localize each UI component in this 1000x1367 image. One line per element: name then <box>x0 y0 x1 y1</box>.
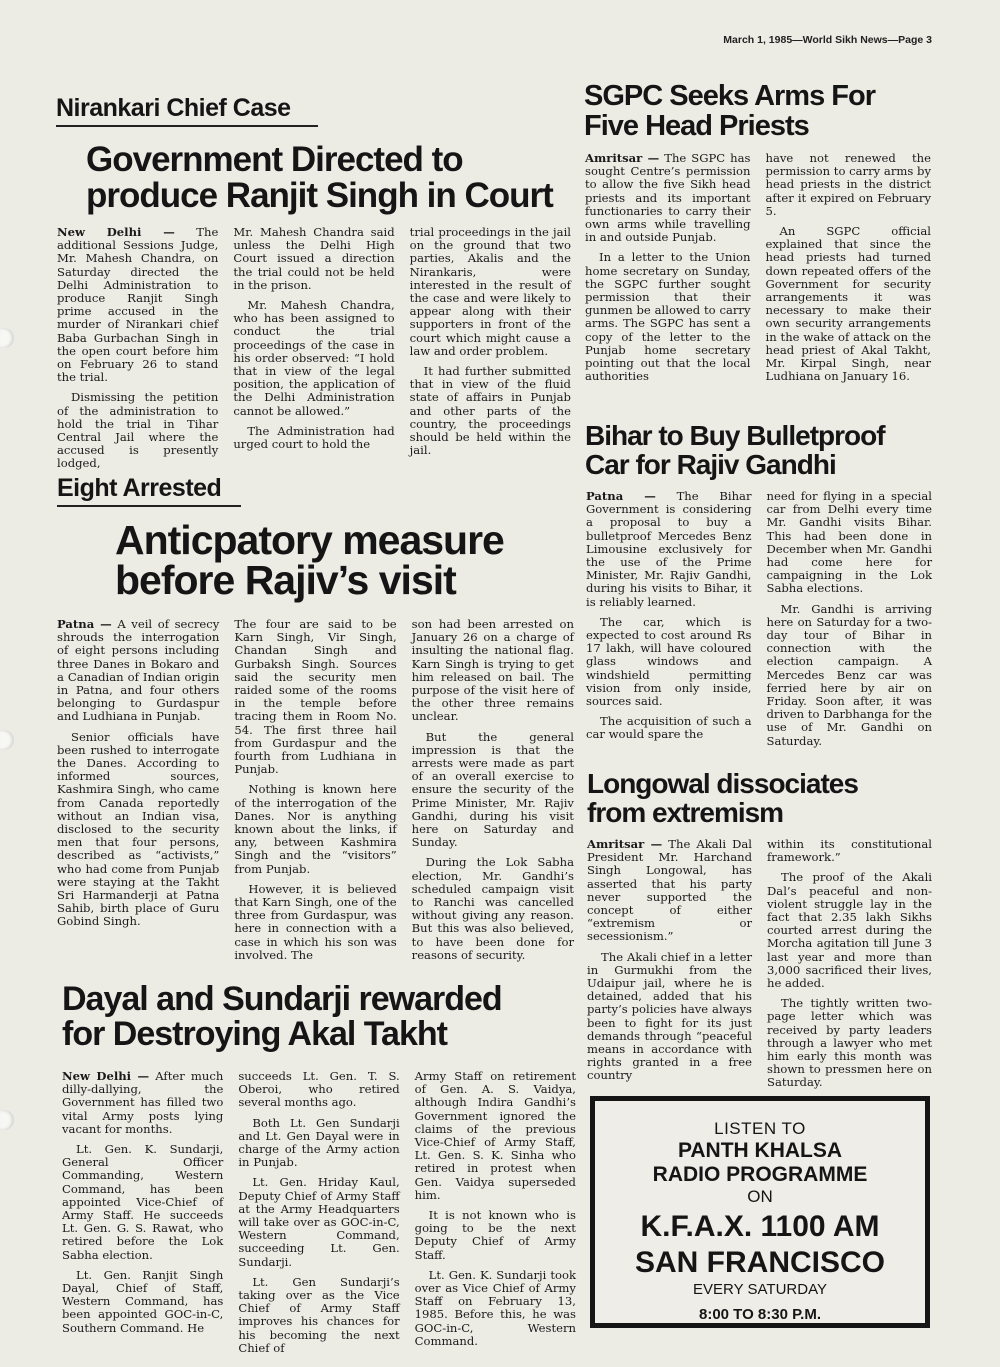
article-column <box>233 226 394 460</box>
paragraph: The acquisition of such a car would spare the <box>586 714 752 742</box>
headline-bihar <box>585 422 885 479</box>
article-column <box>585 152 751 402</box>
paragraph: son had been arrested on January 26 on a charge of insulting the national flag. Karn Singh is trying to get him released on bail. The purpose of the visit here of the other three remains unclear. <box>411 617 574 724</box>
headline-line: SGPC Seeks Arms For <box>584 80 875 112</box>
paragraph: within its constitutional framework.” <box>767 837 932 865</box>
radio-advertisement <box>590 1096 930 1328</box>
paragraph: Amritsar — The SGPC has sought Centre’s permission to allow the five Sikh head priests and its important functionaries to carry their own arms while travelling in and outside Punjab. <box>585 151 751 245</box>
headline-line: from extremism <box>587 796 784 828</box>
dateline: Amritsar — <box>585 151 660 165</box>
punch-hole <box>0 730 14 750</box>
kicker-eight-arrested: Eight Arrested <box>57 474 241 507</box>
paragraph: However, it is believed that Karn Singh, one of the three from Gurdaspur, was here in connection with a case in which his son was involved. The <box>234 881 397 962</box>
headline-nirankari <box>86 142 553 213</box>
paragraph: It had further submitted that in view of the fluid state of affairs in Punjab and other parts of the country, the proceedings should be held within the jail. <box>409 364 571 458</box>
article-column <box>767 838 932 1088</box>
headline-sgpc <box>584 82 875 141</box>
headline-line: Longowal dissociates <box>587 768 858 799</box>
ad-program-type: RADIO PROGRAMME <box>652 1163 868 1186</box>
article-column <box>411 617 574 962</box>
headline-line: Car for Rajiv Gandhi <box>585 448 836 480</box>
paragraph: Nothing is known here of the interrogation of the Danes. Nor is anything known about the links, if any, between Kashmira Singh and the “visitors” from Punjab. <box>234 782 397 876</box>
ad-station: K.F.A.X. 1100 AM <box>640 1210 880 1243</box>
article-column <box>410 226 571 460</box>
headline-line: Bihar to Buy Bulletproof <box>585 420 885 451</box>
body-dayal <box>62 1069 576 1355</box>
paragraph: New Delhi — The additional Sessions Judge, Mr. Mahesh Chandra, on Saturday directed the Delhi Administration to produce Ranjit Singh prime accused in the murder of Nirankari chief Baba Gurbachan Singh in the open court before him on February 26 to stand the trial. <box>57 225 219 385</box>
paragraph: The tightly written two-page letter which was received by party leaders through a lawyer who met him early this month was shown to pressmen here on Saturday. <box>767 996 932 1090</box>
dateline: New Delhi — <box>62 1069 150 1083</box>
paragraph: Mr. Mahesh Chandra, who has been assigned to conduct the trial proceedings of the case in his order observed: “I hold that in view of the legal position, the application of the Delhi Administration cannot be allowed.” <box>233 298 395 418</box>
ad-day: EVERY SATURDAY <box>693 1281 827 1298</box>
paragraph: New Delhi — After much dilly-dallying, the Government has filled two vital Army posts lying vacant for months. <box>62 1069 224 1136</box>
dateline: Patna — <box>57 617 112 631</box>
paragraph: Lt. Gen. K. Sundarji took over as Vice Chief of Army Staff on February 13, 1985. Before this, he was GOC-in-C, Western Command. <box>414 1267 576 1348</box>
paragraph: Amritsar — The Akali Dal President Mr. Harchand Singh Longowal, has asserted that his party never supported the concept of either “extremism or secessionism.” <box>587 837 752 944</box>
article-column <box>238 1069 400 1355</box>
paragraph: Lt. Gen. Ranjit Singh Dayal, Chief of Staff, Western Command, has been appointed GOC-in-C, Southern Command. He <box>62 1267 224 1335</box>
headline-line: Dayal and Sundarji rewarded <box>62 980 502 1018</box>
punch-hole <box>0 328 14 348</box>
paragraph: Lt. Gen. K. Sundarji, General Officer Commanding, Western Command, has been appointed Vice-Chief of Army Staff. He succeeds Lt. Gen. G. S. Rawat, who retired before the Lok Sabha election. <box>62 1142 224 1262</box>
headline-line: for Destroying Akal Takht <box>62 1014 447 1053</box>
ad-on: ON <box>747 1187 773 1206</box>
ad-city: SAN FRANCISCO <box>634 1246 885 1279</box>
paragraph: The car, which is expected to cost around Rs 17 lakh, will have coloured glass windows and windshield permitting vision from only inside, sources said. <box>586 614 752 709</box>
dateline: Amritsar — <box>587 837 663 851</box>
article-column <box>62 1069 224 1335</box>
article-column <box>234 617 397 962</box>
paragraph: trial proceedings in the jail on the ground that two parties, Akalis and the Nirankaris, were interested in the result of the case and were likely to appear along with their supporters in front of the court which might cause a law and order problem. <box>409 225 571 358</box>
headline-line: Anticpatory measure <box>115 517 504 563</box>
body-bihar <box>586 490 932 754</box>
paragraph: have not renewed the permission to carry arms by head priests in the district after it expired on February 5. <box>765 151 931 218</box>
article-column <box>57 618 219 956</box>
paragraph: Mr. Gandhi is arriving here on Saturday for a two-day tour of Bihar in connection with the election campaign. A Mercedes Benz car was ferried here by air on Friday. Soon after, it was driven to Darbhanga for the use of Mr. Gandhi on Saturday. <box>766 601 932 748</box>
dateline: New Delhi — <box>57 225 175 239</box>
paragraph: The Administration had urged court to hold the <box>233 423 395 452</box>
headline-line: Government Directed to <box>86 140 463 179</box>
paragraph: Dismissing the petition of the administration to hold the trial in Tihar Central Jail where the accused is presently lodged, <box>57 390 219 471</box>
paragraph: It is not known who is going to be the next Deputy Chief of Army Staff. <box>414 1208 576 1262</box>
ad-program-name: PANTH KHALSA <box>677 1139 843 1162</box>
article-column <box>587 838 752 1088</box>
paragraph: Patna — The Bihar Government is considering a proposal to buy a bulletproof Mercedes Benz Limousine exclusively for the use of the Prime Minister, Mr. Rajiv Gandhi, during his visits to Bihar, it is reliably learned. <box>586 489 752 609</box>
paragraph: Army Staff on retirement of Gen. A. S. Vaidya, although Indira Gandhi’s Government ignored the claims of the previous Vice-Chief of Army Staff, Lt. Gen. S. K. Sinha who retired in protest when Gen. Vaidya superseded him. <box>414 1069 576 1202</box>
paragraph: need for flying in a special car from Delhi every time Mr. Gandhi visits Bihar. This had been done in December when Mr. Gandhi had come here for campaigning in the Lok Sabha elections. <box>766 489 932 596</box>
paragraph: The four are said to be Karn Singh, Vir Singh, Chandan Singh and Gurbaksh Singh. Sources said the security men raided some of the rooms in the temple before tracing them in Room No. 54. The first three hail from Gurdaspur and the fourth from Ludhiana in Punjab. <box>234 617 397 777</box>
body-eight-arrested <box>57 617 574 962</box>
punch-hole <box>0 1110 14 1130</box>
page-folio: March 1, 1985—World Sikh News—Page 3 <box>723 34 932 46</box>
ad-listen-to: LISTEN TO <box>714 1119 806 1138</box>
paragraph: Lt. Gen Sundarji’s taking over as the Vice Chief of Army Staff improves his chances for his becoming the next Chief of <box>238 1274 400 1355</box>
paragraph: An SGPC official explained that since the head priests had turned down repeated offers of the Government for security arrangements it was necessary to make their own security arrangements in the wake of attack on the head priest of Akal Takht, Mr. Kirpal Singh, near Ludhiana on January 16. <box>765 224 931 384</box>
article-column <box>586 490 752 754</box>
article-column <box>767 490 933 754</box>
headline-line: produce Ranjit Singh in Court <box>86 175 553 215</box>
body-nirankari <box>57 225 571 471</box>
article-column <box>57 225 219 471</box>
body-longowal <box>587 838 932 1088</box>
headline-dayal <box>62 982 502 1051</box>
article-column <box>766 152 932 402</box>
paragraph: Senior officials have been rushed to interrogate the Danes. According to informed sources, Kashmira Singh, who came from Canada reportedly without an Indian visa, disclosed to the security men that four persons, described as “activists,” who had come from Punjab were staying at the Takht Sri Harmanderji at Patna Sahib, birth place of Guru Gobind Singh. <box>57 729 220 929</box>
paragraph: Lt. Gen. Hriday Kaul, Deputy Chief of Army Staff at the Army Headquarters will take over as GOC-in-C, Western Command, succeeding Lt. Gen. Sundarji. <box>238 1175 400 1269</box>
headline-eight-arrested <box>115 517 504 603</box>
dateline: Patna — <box>586 489 656 503</box>
headline-line: before Rajiv’s visit <box>115 556 456 603</box>
paragraph: During the Lok Sabha election, Mr. Gandhi’s scheduled campaign visit to Ranchi was cancelled without giving any reason. But this was also believed, to have been done for reasons of security. <box>411 855 574 962</box>
ad-time: 8:00 TO 8:30 P.M. <box>698 1306 821 1323</box>
paragraph: Patna — A veil of secrecy shrouds the interrogation of eight persons including three Danes in Bokaro and a Canadian of Indian origin in Patna, and four others belonging to Gurdaspur and Ludhiana in Punjab. <box>57 617 220 724</box>
article-column <box>414 1069 576 1348</box>
paragraph: Both Lt. Gen Sundarji and Lt. Gen Dayal were in charge of the Army action in Punjab. <box>238 1115 400 1170</box>
paragraph: succeeds Lt. Gen. T. S. Oberoi, who retired several months ago. <box>238 1069 400 1110</box>
body-sgpc <box>585 152 931 402</box>
paragraph: The Akali chief in a letter in Gurmukhi from the Udaipur jail, where he is detained, added that his party’s policies have always been to fight for its just demands through “peaceful means in accordance with rights granted in a free country <box>587 949 752 1083</box>
paragraph: Mr. Mahesh Chandra said unless the Delhi High Court issued a direction the trial could not be held in the prison. <box>233 225 395 292</box>
paragraph: But the general impression is that the arrests were made as part of an overall exercise to ensure the security of the Prime Minister, Mr. Rajiv Gandhi, during his visit here on Saturday and Sunday. <box>411 729 574 850</box>
headline-line: Five Head Priests <box>584 109 809 142</box>
headline-longowal <box>587 770 858 827</box>
paragraph: The proof of the Akali Dal’s peaceful and non-violent struggle lay in the fact that 2.35 lakh Sikhs courted arrest during the Morcha agitation till June 3 last year and more than 3,000 sacrificed their lives, he added. <box>767 870 932 991</box>
kicker-nirankari: Nirankari Chief Case <box>56 94 318 127</box>
paragraph: In a letter to the Union home secretary on Sunday, the SGPC further sought permission that their gunmen be allowed to carry arms. The SGPC has sent a copy of the letter to the Punjab home secretary pointing out that the local authorities <box>585 250 751 384</box>
